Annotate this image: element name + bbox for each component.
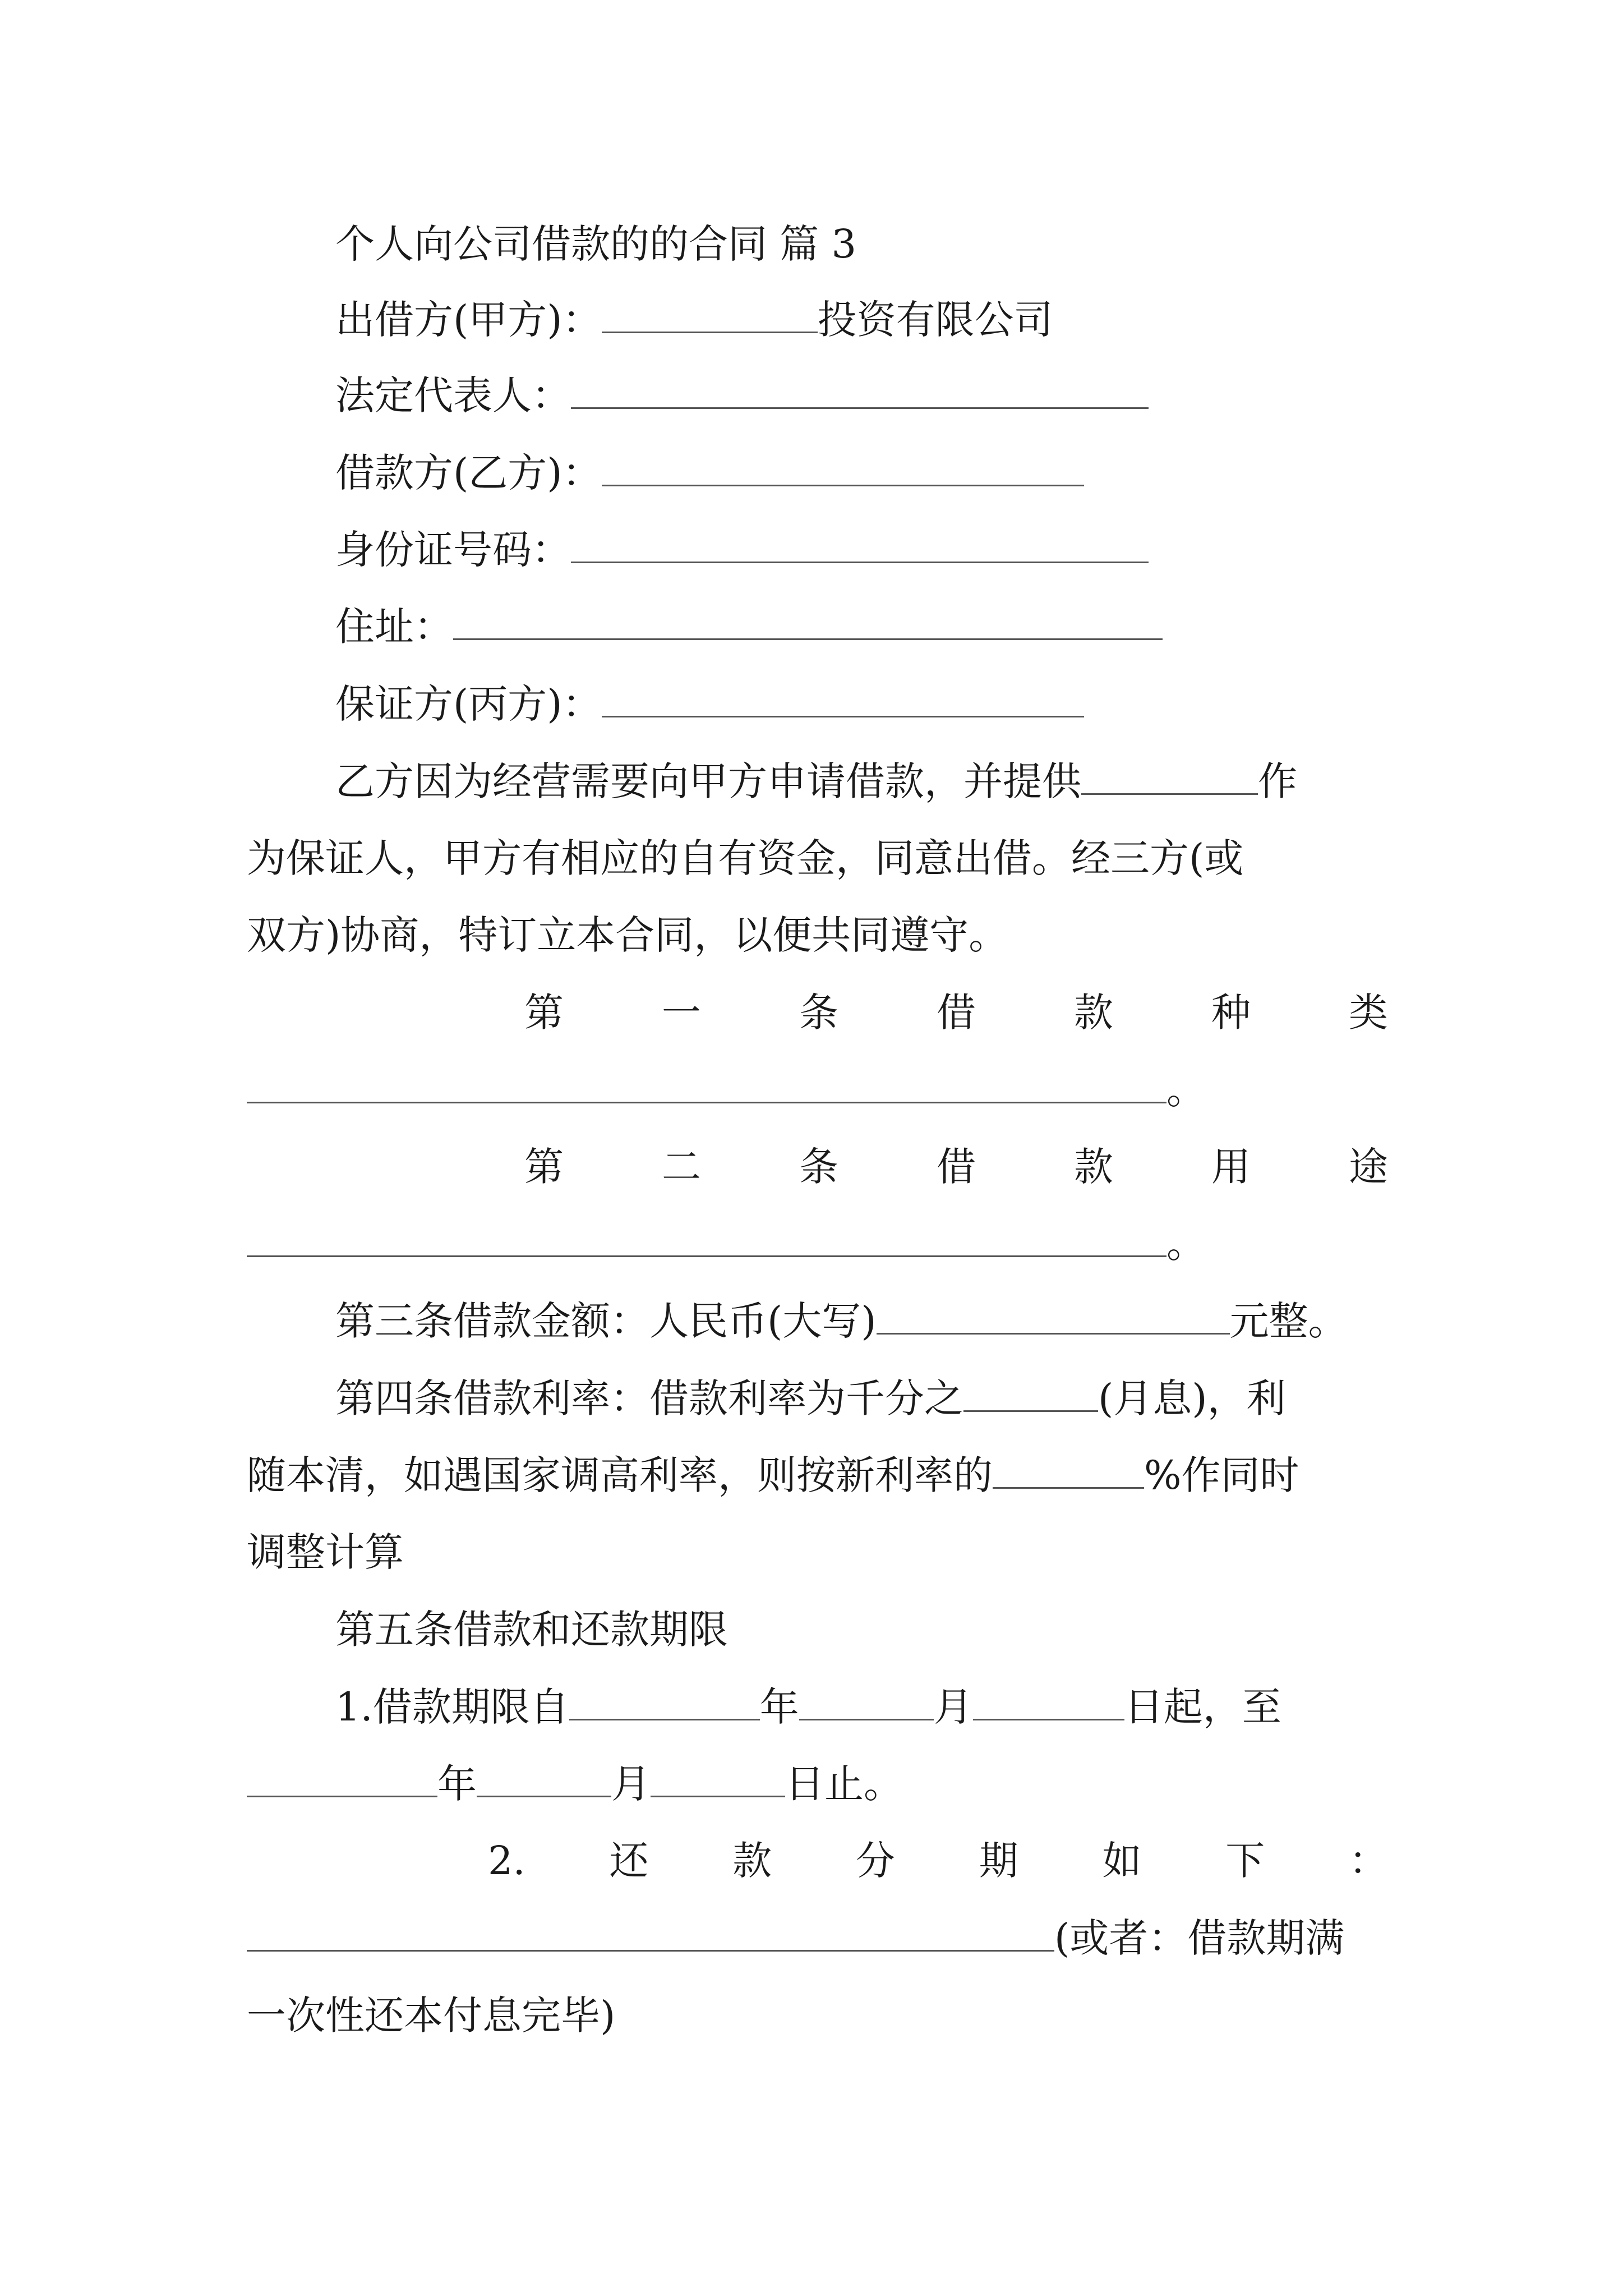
legal-rep-line xyxy=(335,370,1149,421)
intro-line-1: 乙方因为经营需要向甲方申请借款，并提供 作 xyxy=(335,758,1297,804)
legal-rep-blank[interactable] xyxy=(571,372,1149,409)
article-3-line: 第三条借款金额：人民币(大写) 元整。 xyxy=(335,1298,1348,1344)
article-5-item-2-line-3: 一次性还本付息完毕) xyxy=(247,1993,616,2039)
guarantor-blank[interactable] xyxy=(602,681,1084,717)
article-5-item-1-line-1: 1.借款期限自 年 月 日起，至 xyxy=(335,1684,1281,1730)
rate-adjust-blank[interactable] xyxy=(993,1452,1144,1489)
guarantor-label: 保证方(丙方)： xyxy=(335,681,602,727)
lender-label: 出借方(甲方)： xyxy=(335,297,602,343)
loan-type-blank[interactable] xyxy=(247,1067,1166,1103)
id-number-blank[interactable] xyxy=(571,527,1149,563)
loan-amount-blank[interactable] xyxy=(877,1298,1230,1335)
address-label: 住址： xyxy=(335,604,453,650)
guarantor-line xyxy=(335,679,1084,729)
guarantor-provided-blank[interactable] xyxy=(1081,758,1258,795)
start-month-blank[interactable] xyxy=(799,1684,934,1720)
interest-rate-blank[interactable] xyxy=(963,1375,1098,1412)
end-day-blank[interactable] xyxy=(651,1761,785,1797)
doc-title: 个人向公司借款的的合同 篇 3 xyxy=(335,221,857,267)
article-5-item-2-line-2: (或者：借款期满 xyxy=(247,1913,1344,1963)
lender-suffix: 投资有限公司 xyxy=(817,297,1053,343)
loan-purpose-blank[interactable] xyxy=(247,1221,1166,1257)
borrower-line xyxy=(335,448,1084,498)
id-number-label: 身份证号码： xyxy=(335,527,571,573)
intro-line-2: 为保证人，甲方有相应的自有资金，同意出借。经三方(或 xyxy=(247,835,1244,881)
lender-line xyxy=(335,295,1053,345)
repayment-schedule-blank[interactable] xyxy=(247,1915,1054,1952)
article-4-line-3: 调整计算 xyxy=(247,1529,404,1575)
article-5-heading: 第五条借款和还款期限 xyxy=(335,1607,728,1653)
article-5-item-2-heading: 2. 还 款 分 期 如 下 ： xyxy=(488,1838,1388,1884)
lender-name-blank[interactable] xyxy=(602,297,818,333)
start-year-blank[interactable] xyxy=(569,1684,760,1720)
article-5-item-1-line-2: 年 月 日止。 xyxy=(247,1759,903,1809)
address-blank[interactable] xyxy=(453,604,1163,640)
address-line xyxy=(335,601,1163,652)
start-day-blank[interactable] xyxy=(973,1684,1124,1720)
article-4-line-1: 第四条借款利率：借款利率为千分之 (月息)，利 xyxy=(335,1375,1286,1421)
intro-line-3: 双方)协商，特订立本合同，以便共同遵守。 xyxy=(247,912,1008,958)
article-2-heading: 第 二 条 借 款 用 途 xyxy=(524,1144,1388,1190)
article-4-line-2: 随本清，如遇国家调高利率，则按新利率的 %作同时 xyxy=(247,1452,1299,1498)
end-year-blank[interactable] xyxy=(247,1761,437,1797)
id-number-line xyxy=(335,524,1149,575)
legal-rep-label: 法定代表人： xyxy=(335,372,571,418)
borrower-blank[interactable] xyxy=(602,450,1084,486)
borrower-label: 借款方(乙方)： xyxy=(335,450,602,496)
end-month-blank[interactable] xyxy=(477,1761,611,1797)
article-1-heading: 第 一 条 借 款 种 类 xyxy=(524,990,1388,1036)
article-1-line: 。 xyxy=(247,1065,1206,1115)
article-2-line: 。 xyxy=(247,1218,1206,1269)
